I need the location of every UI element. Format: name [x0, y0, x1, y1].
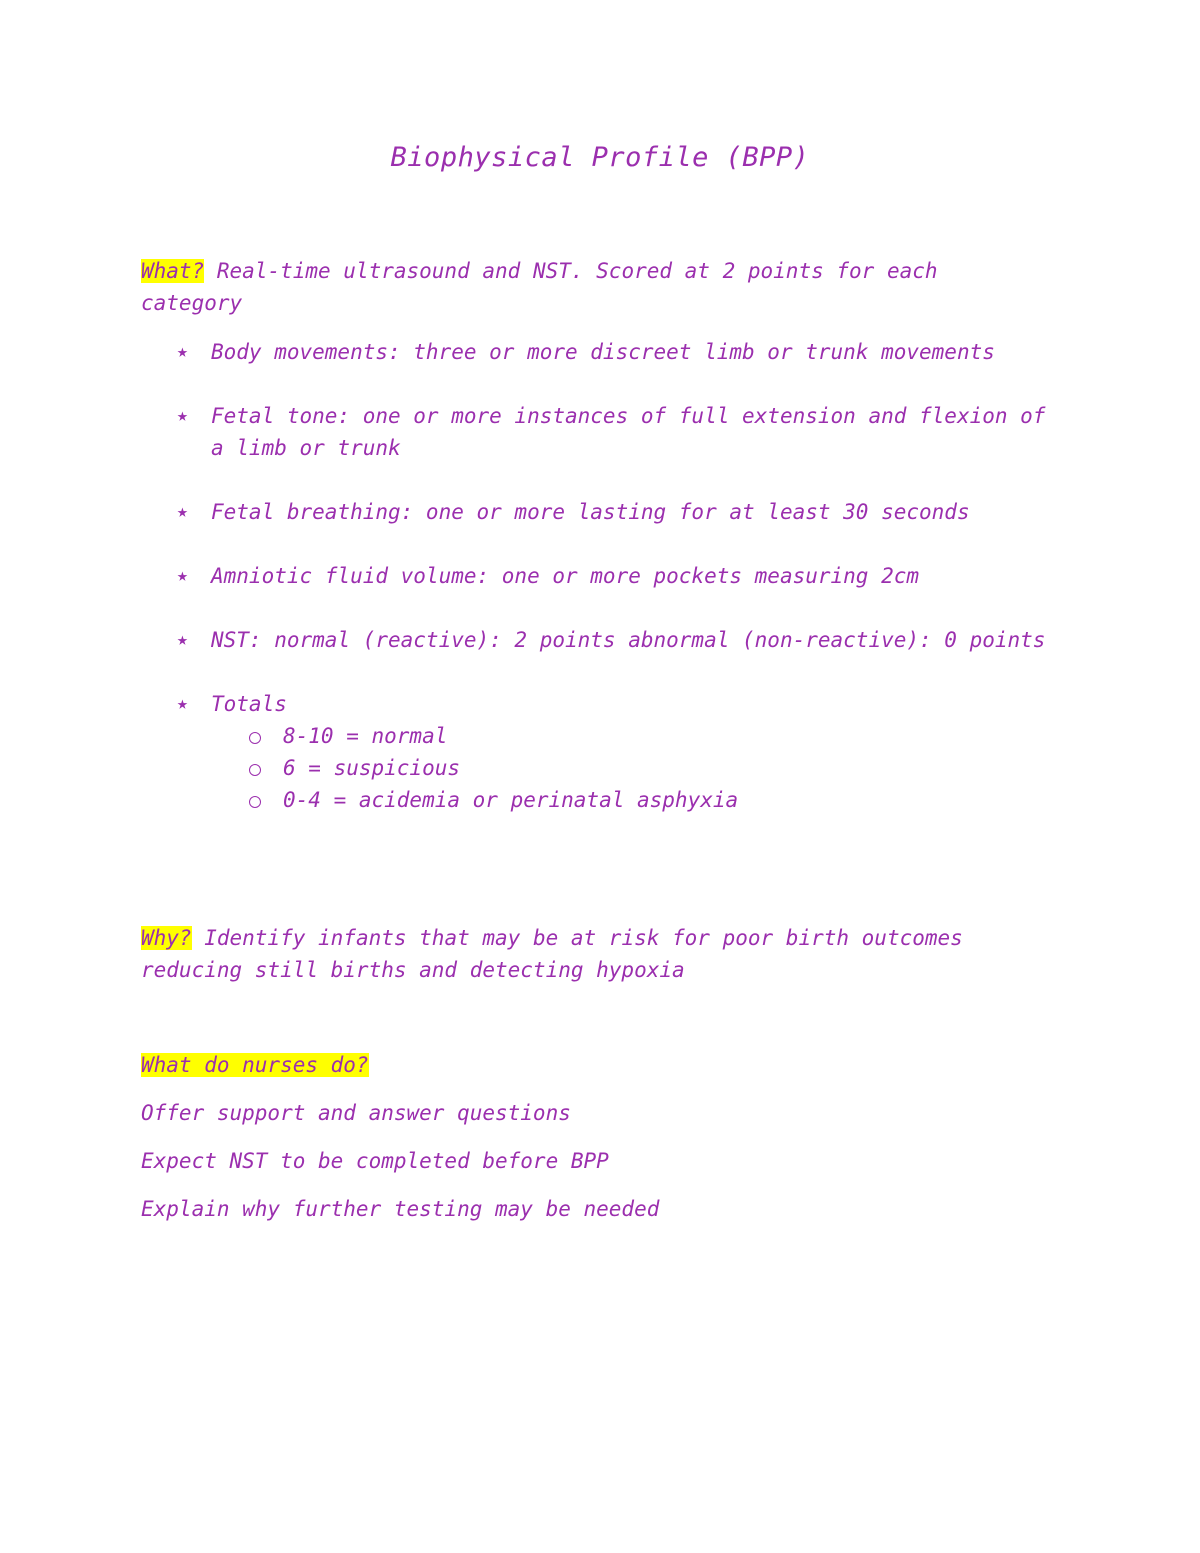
why-text: Identify infants that may be at risk for poor birth outcomes reducing still births and detecting hypoxia	[141, 926, 963, 982]
page-title: Biophysical Profile (BPP)	[390, 142, 810, 173]
what-label: What?	[141, 259, 205, 283]
nurses-item: Explain why further testing may be needed	[141, 1197, 660, 1221]
star-bullet-icon: ★	[177, 341, 188, 362]
why-paragraph	[141, 922, 1041, 986]
list-item	[177, 560, 1051, 592]
circle-bullet-icon	[249, 732, 261, 744]
nurses-label: What do nurses do?	[141, 1053, 369, 1077]
what-text: Real-time ultrasound and NST. Scored at 2 points for each category	[141, 259, 938, 315]
star-bullet-icon: ★	[177, 405, 188, 426]
totals-item	[283, 752, 1051, 784]
totals-text: 6 = suspicious	[283, 756, 461, 780]
bullet-text: Fetal tone: one or more instances of full extension and flexion of a limb or trunk	[211, 404, 1046, 460]
bullet-text: Amniotic fluid volume: one or more pockets measuring 2cm	[211, 564, 920, 588]
criteria-list	[0, 336, 1200, 848]
what-paragraph	[141, 255, 1041, 319]
bullet-text: Totals	[211, 692, 287, 716]
list-item-totals	[177, 688, 1051, 816]
list-item	[177, 496, 1051, 528]
star-bullet-icon: ★	[177, 693, 188, 714]
totals-item	[283, 784, 1051, 816]
nurses-item: Expect NST to be completed before BPP	[141, 1149, 609, 1173]
nurses-heading	[141, 1049, 1041, 1081]
circle-bullet-icon	[249, 764, 261, 776]
list-item	[177, 400, 1051, 464]
totals-text: 0-4 = acidemia or perinatal asphyxia	[283, 788, 739, 812]
star-bullet-icon: ★	[177, 629, 188, 650]
list-item	[177, 336, 1051, 368]
circle-bullet-icon	[249, 796, 261, 808]
star-bullet-icon: ★	[177, 565, 188, 586]
nurses-item: Offer support and answer questions	[141, 1101, 571, 1125]
totals-list	[211, 720, 1051, 816]
list-item	[177, 624, 1051, 656]
star-bullet-icon: ★	[177, 501, 188, 522]
totals-text: 8-10 = normal	[283, 724, 448, 748]
why-label: Why?	[141, 926, 192, 950]
bullet-text: Fetal breathing: one or more lasting for at least 30 seconds	[211, 500, 970, 524]
bullet-text: NST: normal (reactive): 2 points abnormal (non-reactive): 0 points	[211, 628, 1046, 652]
totals-item	[283, 720, 1051, 752]
bullet-text: Body movements: three or more discreet limb or trunk movements	[211, 340, 995, 364]
